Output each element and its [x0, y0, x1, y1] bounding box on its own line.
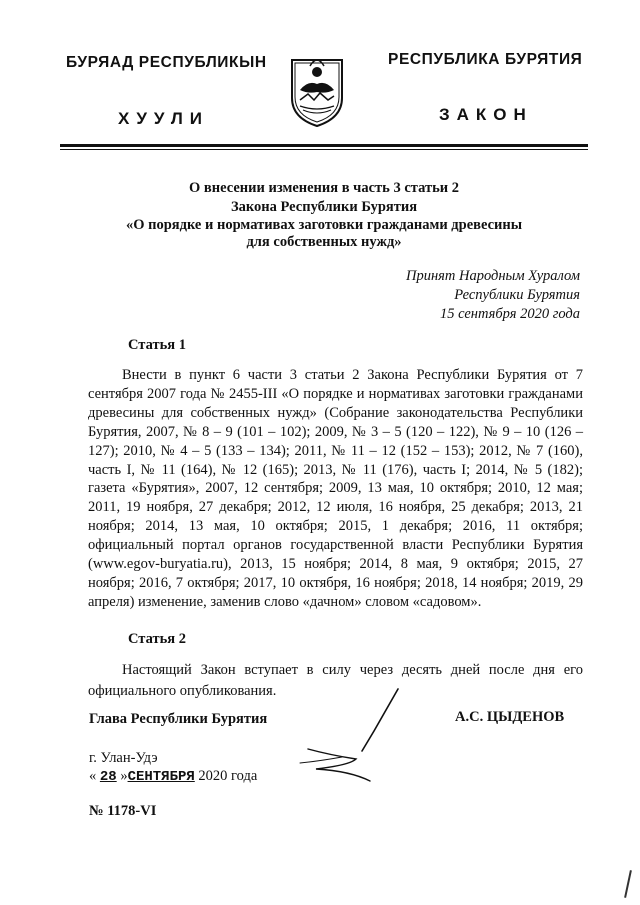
coat-of-arms-icon	[288, 50, 346, 128]
article-2-heading: Статья 2	[128, 631, 186, 647]
article-2-text: Настоящий Закон вступает в силу через десять дней после дня его официального опубликования.	[88, 662, 583, 699]
date-day: 28	[99, 769, 117, 785]
law-number: № 1178-VI	[89, 803, 157, 819]
date-month: СЕНТЯБРЯ	[127, 769, 195, 785]
header-right-top: РЕСПУБЛИКА БУРЯТИЯ	[388, 51, 583, 68]
title-line-3: «О порядке и нормативах заготовки гражданами древесины	[125, 217, 523, 233]
date-year: 2020 года	[198, 768, 258, 784]
header-left-bottom: ХУУЛИ	[118, 109, 209, 128]
header-divider-thick	[60, 144, 588, 147]
header-divider-thin	[60, 149, 588, 150]
title-line-2: Закона Республики Бурятия	[230, 199, 418, 215]
title-line-4: для собственных нужд»	[246, 234, 402, 250]
adoption-line-3: 15 сентября 2020 года	[439, 306, 580, 322]
article-1-heading: Статья 1	[128, 337, 186, 353]
date-open-quote: «	[89, 768, 97, 784]
place-of-signing: г. Улан-Удэ	[89, 750, 158, 766]
article-1-text: Внести в пункт 6 части 3 статьи 2 Закона Республики Бурятия от 7 сентября 2007 года № 2455-III «О порядке и нормативах заготовки гражданами древесины для собственных нужд» (Собрание законодательства Республики Бурятия, 2007, № 8 – 9 (101 – 102); 2009, № 3 – 5 (120 – 122), № 9 – 10 (126 – 127); 2010, № 4 – 5 (133 – 134); 2011, № 11 – 12 (152 – 153); 2012, № 7 (160), часть I, № 11 (164), № 12 (165); 2013, № 11 (176), часть I; 2014, № 5 (182); газета «Бурятия», 2007, 12 сентября; 2009, 13 мая, 10 октября; 2010, 12 мая; 2011, 19 ноября, 27 декабря; 2012, 12 июля, 16 ноября, 25 декабря; 2013, 21 ноября; 2014, 13 мая, 10 октября; 2015, 1 декабря; 2016, 11 октября; официальный портал органов государственной власти Республики Бурятия (www.egov-buryatia.ru), 2013, 15 ноября; 2014, 8 мая, 9 октября; 2015, 27 ноября; 2016, 7 октября; 2017, 10 октября, 16 ноября; 2018, 14 ноября; 2019, 29 апреля) изменение, заменив слово «дачном» словом «садовом».	[88, 367, 583, 610]
signing-date	[89, 768, 257, 785]
adoption-line-2: Республики Бурятия	[454, 287, 580, 303]
signatory-title: Глава Республики Бурятия	[89, 711, 268, 727]
scan-edge-mark	[624, 870, 632, 898]
handwritten-signature	[290, 685, 410, 795]
signatory-name: А.С. ЦЫДЕНОВ	[455, 709, 565, 725]
header-right-bottom: ЗАКОН	[439, 105, 533, 124]
title-line-1: О внесении изменения в часть 3 статьи 2	[189, 180, 459, 196]
date-close-quote: »	[120, 768, 128, 784]
header-left-top: БУРЯАД РЕСПУБЛИКЫН	[66, 54, 267, 71]
adoption-line-1: Принят Народным Хуралом	[405, 268, 580, 284]
adoption-note	[406, 267, 580, 324]
